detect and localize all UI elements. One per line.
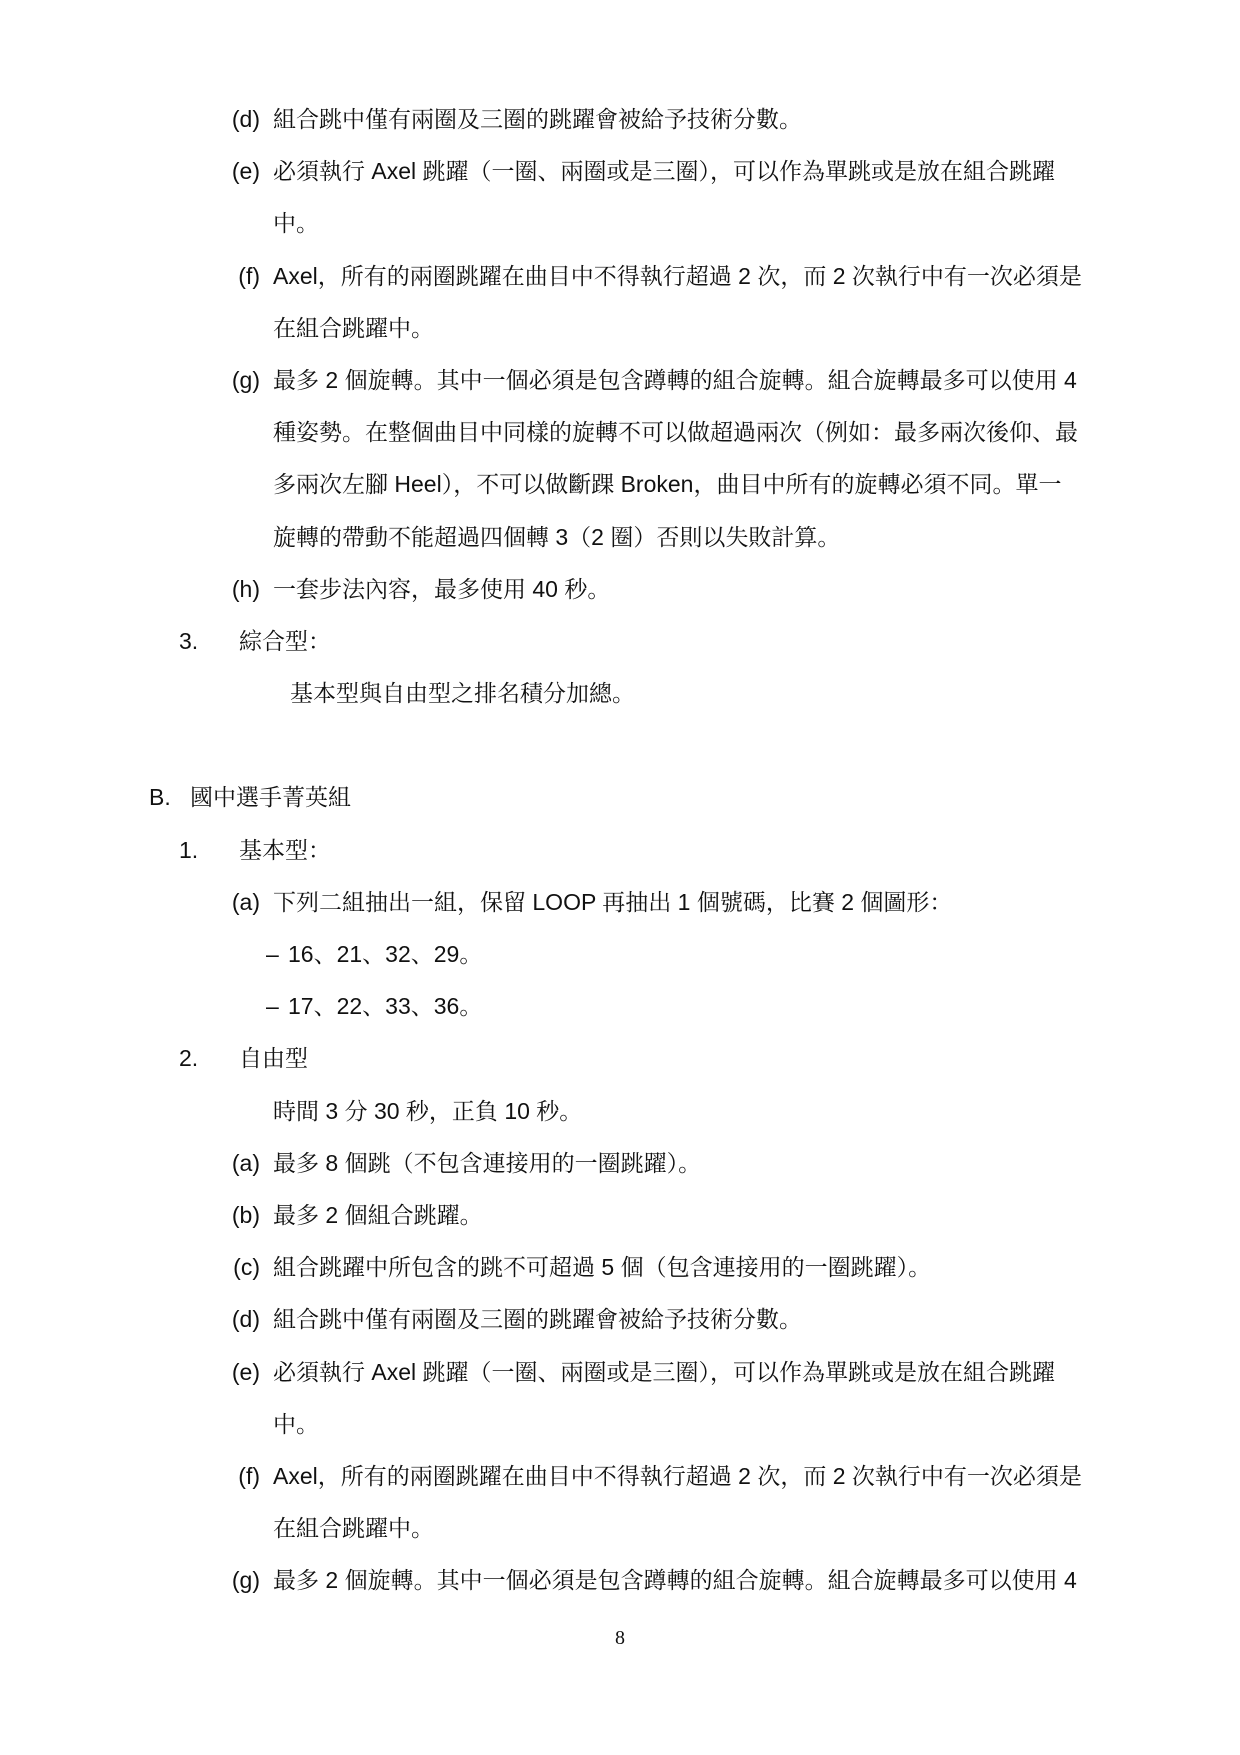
item-text: 組合跳中僅有兩圈及三圈的跳躍會被給予技術分數。	[273, 1306, 802, 1333]
item-marker: (g)	[231, 366, 260, 393]
list-item-a-h	[0, 563, 1240, 615]
list-item-a-d	[0, 93, 1240, 145]
section-heading-free	[0, 1032, 1240, 1084]
list-item-b-free-b	[0, 1189, 1240, 1241]
section-number: 3.	[179, 627, 199, 654]
item-marker: (d)	[231, 106, 260, 132]
list-item-b-free-a	[0, 1137, 1240, 1189]
section-title: 基本型：	[239, 836, 331, 863]
item-text: 必須執行 Axel 跳躍（一圈、兩圈或是三圈），可以作為單跳或是放在組合跳躍	[273, 158, 1056, 185]
item-text: 中。	[273, 1410, 319, 1437]
item-marker: (a)	[231, 888, 260, 915]
item-marker: (a)	[231, 1149, 260, 1176]
page-content	[0, 93, 1240, 1606]
list-item-b-free-f-continued	[0, 1502, 1240, 1554]
item-marker: (f)	[238, 1462, 260, 1489]
list-item-b-free-d	[0, 1293, 1240, 1345]
paragraph-time	[0, 1085, 1240, 1137]
list-item-b-free-g	[0, 1554, 1240, 1606]
group-text: 16、21、32、29。	[288, 941, 483, 967]
list-item-a-e-continued	[0, 197, 1240, 249]
section-title: 自由型	[239, 1045, 308, 1072]
item-text: 必須執行 Axel 跳躍（一圈、兩圈或是三圈），可以作為單跳或是放在組合跳躍	[273, 1358, 1056, 1385]
part-heading-b	[0, 771, 1240, 823]
item-marker: (c)	[233, 1254, 260, 1281]
part-label: B.	[149, 784, 171, 811]
item-text: 組合跳躍中所包含的跳不可超過 5 個（包含連接用的一圈跳躍）。	[273, 1254, 932, 1281]
list-item-a-g-continued	[0, 458, 1240, 510]
list-item-a-g-continued	[0, 511, 1240, 563]
item-text: 組合跳中僅有兩圈及三圈的跳躍會被給予技術分數。	[273, 106, 802, 132]
list-item-a-f-continued	[0, 302, 1240, 354]
list-item-b-free-c	[0, 1241, 1240, 1293]
list-item-b-free-f	[0, 1450, 1240, 1502]
list-item-a-e	[0, 145, 1240, 197]
section-title: 綜合型：	[239, 627, 331, 654]
item-text: Axel，所有的兩圈跳躍在曲目中不得執行超過 2 次，而 2 次執行中有一次必須是	[273, 1462, 1082, 1489]
list-item-a-f	[0, 250, 1240, 302]
blank-line	[0, 719, 1240, 771]
part-title: 國中選手菁英組	[190, 784, 351, 811]
item-marker: (e)	[231, 158, 260, 185]
item-text: 最多 2 個旋轉。其中一個必須是包含蹲轉的組合旋轉。組合旋轉最多可以使用 4	[273, 366, 1077, 393]
list-item-b-basic-a	[0, 876, 1240, 928]
item-text: 最多 8 個跳（不包含連接用的一圈跳躍）。	[273, 1149, 702, 1176]
list-item-group-2	[0, 980, 1240, 1032]
section-number: 2.	[179, 1045, 199, 1072]
item-text: 在組合跳躍中。	[273, 1515, 434, 1542]
item-text: 中。	[273, 210, 319, 237]
item-text: Axel，所有的兩圈跳躍在曲目中不得執行超過 2 次，而 2 次執行中有一次必須是	[273, 262, 1082, 289]
item-text: 一套步法內容，最多使用 40 秒。	[273, 575, 611, 602]
item-marker: (f)	[238, 262, 260, 289]
list-item-a-g-continued	[0, 406, 1240, 458]
list-item-a-g	[0, 354, 1240, 406]
item-text: 在組合跳躍中。	[273, 314, 434, 341]
item-marker: (b)	[231, 1201, 260, 1228]
item-marker: (d)	[231, 1306, 260, 1333]
item-marker: (h)	[231, 575, 260, 602]
page-number: 8	[615, 1627, 625, 1649]
paragraph-combined	[0, 667, 1240, 719]
item-text: 最多 2 個旋轉。其中一個必須是包含蹲轉的組合旋轉。組合旋轉最多可以使用 4	[273, 1567, 1077, 1594]
item-text: 旋轉的帶動不能超過四個轉 3（2 圈）否則以失敗計算。	[273, 523, 841, 550]
list-item-group-1	[0, 928, 1240, 980]
item-text: 種姿勢。在整個曲目中同樣的旋轉不可以做超過兩次（例如：最多兩次後仰、最	[273, 419, 1078, 446]
dash-marker: –	[266, 993, 279, 1020]
section-heading-combined	[0, 615, 1240, 667]
section-heading-basic	[0, 824, 1240, 876]
section-number: 1.	[179, 836, 199, 863]
item-text: 最多 2 個組合跳躍。	[273, 1201, 483, 1228]
item-text: 多兩次左腳 Heel），不可以做斷踝 Broken，曲目中所有的旋轉必須不同。單一	[273, 471, 1062, 498]
paragraph-text: 基本型與自由型之排名積分加總。	[290, 680, 635, 707]
item-text: 下列二組抽出一組，保留 LOOP 再抽出 1 個號碼，比賽 2 個圖形：	[273, 888, 953, 915]
dash-marker: –	[266, 941, 279, 967]
list-item-b-free-e	[0, 1346, 1240, 1398]
paragraph-text: 時間 3 分 30 秒，正負 10 秒。	[273, 1097, 583, 1124]
item-marker: (e)	[231, 1358, 260, 1385]
group-text: 17、22、33、36。	[288, 993, 483, 1020]
item-marker: (g)	[231, 1567, 260, 1594]
list-item-b-free-e-continued	[0, 1398, 1240, 1450]
